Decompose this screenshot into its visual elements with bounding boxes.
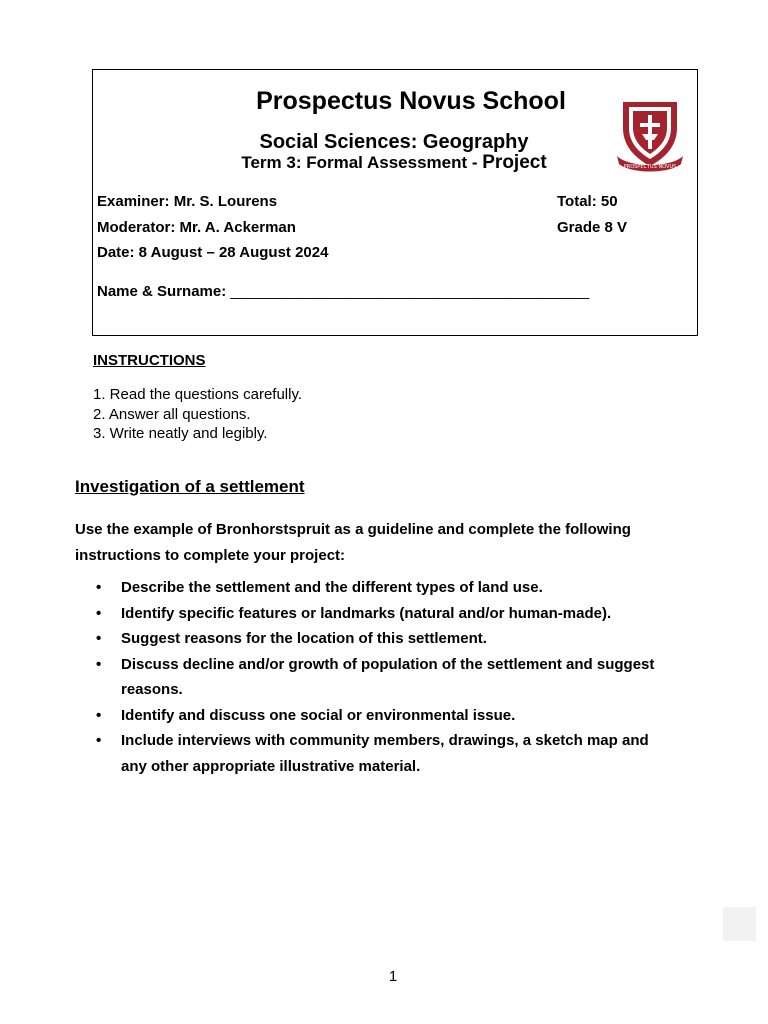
instruction-item: 3. Write neatly and legibly. <box>93 425 268 442</box>
task-text: Identify and discuss one social or environmental issue. <box>121 706 516 724</box>
name-surname-field[interactable] <box>97 283 589 300</box>
page-corner-widget[interactable] <box>723 907 756 941</box>
instruction-item: 2. Answer all questions. <box>93 405 251 423</box>
assessment-info-right <box>557 189 627 240</box>
school-crest-icon <box>613 98 687 176</box>
bullet-icon: • <box>96 732 102 749</box>
school-name: Prospectus Novus School <box>256 87 566 115</box>
task-item <box>75 703 675 729</box>
instructions-title: INSTRUCTIONS <box>93 352 206 369</box>
task-text: Describe the settlement and the different types of land use. <box>121 579 543 596</box>
total-marks: Total: 50 <box>557 193 618 210</box>
task-text: Include interviews with community members, drawings, a sketch map and any other appropriate illustrative material. <box>121 732 649 775</box>
name-label: Name & Surname: <box>97 283 231 300</box>
date: Date: 8 August – 28 August 2024 <box>97 244 329 261</box>
assessment-info-left <box>97 189 328 266</box>
task-item <box>75 575 675 601</box>
term-project: Project <box>482 152 547 173</box>
header-box <box>92 69 698 336</box>
instruction-item: 1. Read the questions carefully. <box>93 386 303 403</box>
bullet-icon: • <box>96 630 102 647</box>
task-list <box>75 575 675 779</box>
page-number: 1 <box>388 968 398 985</box>
subject-title: Social Sciences: Geography <box>259 131 529 153</box>
task-text: Discuss decline and/or growth of population of the settlement and suggest reasons. <box>121 655 655 698</box>
task-text: Suggest reasons for the location of this settlement. <box>121 630 487 647</box>
bullet-icon: • <box>96 604 102 622</box>
crest-ribbon-text: PROSPECTUS NOVUS <box>623 164 677 170</box>
bullet-icon: • <box>96 579 102 596</box>
task-item <box>75 652 675 703</box>
bullet-icon: • <box>96 655 102 673</box>
term-title <box>93 152 695 175</box>
moderator: Moderator: Mr. A. Ackerman <box>97 218 296 236</box>
section-title: Investigation of a settlement <box>75 477 305 496</box>
bullet-icon: • <box>96 706 102 724</box>
task-item <box>75 728 675 779</box>
task-item <box>75 626 675 652</box>
term-label: Term 3: Formal Assessment - <box>241 153 483 172</box>
instructions-list <box>93 385 302 444</box>
examiner: Examiner: Mr. S. Lourens <box>97 193 278 210</box>
section-intro: Use the example of Bronhorstspruit as a guideline and complete the following instructions to complete your project: <box>75 521 631 564</box>
task-item <box>75 601 675 627</box>
grade: Grade 8 V <box>557 218 628 236</box>
name-blank[interactable]: ___________________________________________ <box>230 283 590 300</box>
task-text: Identify specific features or landmarks (natural and/or human-made). <box>121 604 612 622</box>
